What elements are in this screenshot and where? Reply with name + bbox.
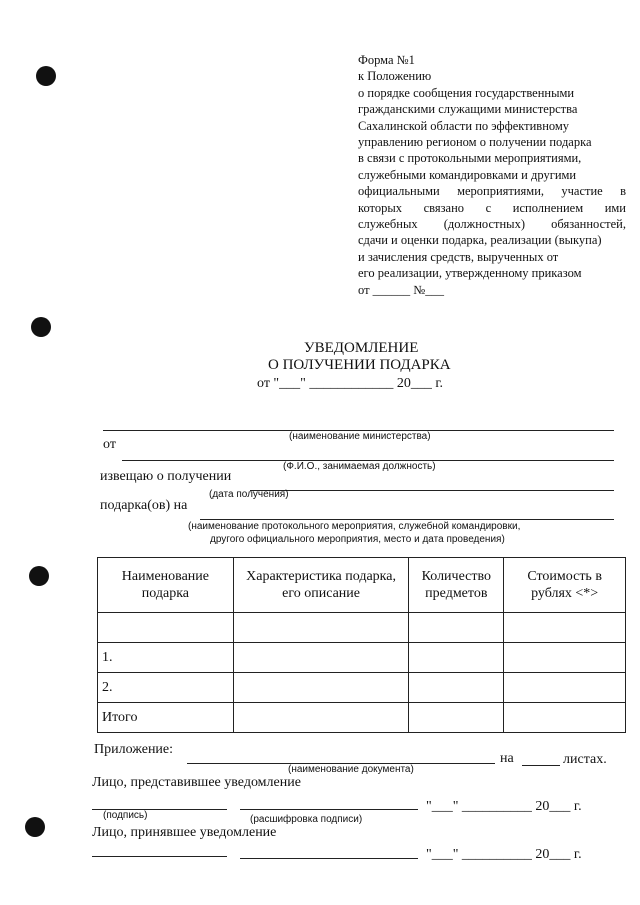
table-row (98, 673, 626, 703)
form-number: Форма №1 (358, 53, 415, 67)
attachment-caption: (наименование документа) (288, 764, 414, 775)
submitter-label: Лицо, представившее уведомление (92, 775, 301, 790)
attachment-on: на (500, 751, 514, 766)
doc-date-line: от "___" ____________ 20___ г. (257, 376, 444, 391)
submitter-date: "___" __________ 20___ г. (426, 799, 582, 814)
col-header-cost: Стоимость в рублях <*> (504, 558, 626, 613)
punch-hole-1 (36, 66, 56, 86)
header-line: которых связано с исполнением ими (358, 200, 626, 215)
gifts-table (97, 557, 626, 733)
table-cell[interactable] (233, 673, 409, 703)
header-line: в связи с протокольными мероприятиями, (358, 151, 582, 166)
receiver-label: Лицо, принявшее уведомление (92, 825, 277, 840)
table-row (98, 643, 626, 673)
from-label: от (103, 437, 116, 452)
submitter-name-field[interactable] (240, 809, 418, 810)
submitter-decode-caption: (расшифровка подписи) (250, 814, 363, 825)
receiver-signature-field[interactable] (92, 856, 227, 857)
header-line: управлению регионом о получении подарка (358, 135, 592, 150)
col-header-name: Наименование подарка (98, 558, 234, 613)
receiver-date: "___" __________ 20___ г. (426, 847, 582, 862)
header-line: его реализации, утвержденному приказом (358, 266, 582, 281)
table-cell[interactable]: 1. (98, 643, 234, 673)
event-field[interactable] (200, 519, 614, 520)
header-line: от ______ №___ (358, 282, 444, 297)
receiver-name-field[interactable] (240, 858, 418, 859)
table-cell: Итого (98, 703, 234, 733)
table-cell[interactable] (504, 613, 626, 643)
form-header (358, 52, 626, 298)
header-line: гражданскими служащими министерства (358, 102, 578, 117)
header-line: Сахалинской области по эффективному (358, 118, 570, 133)
table-row (98, 613, 626, 643)
doc-title: УВЕДОМЛЕНИЕ (304, 340, 419, 356)
receipt-date-caption: (дата получения) (209, 489, 289, 500)
doc-subtitle: О ПОЛУЧЕНИИ ПОДАРКА (268, 357, 451, 373)
header-line: и зачисления средств, вырученных от (358, 249, 559, 264)
table-cell[interactable] (409, 643, 504, 673)
table-cell[interactable] (233, 613, 409, 643)
gift-label: подарка(ов) на (100, 498, 188, 513)
table-cell[interactable] (504, 643, 626, 673)
receipt-label: извещаю о получении (100, 469, 232, 484)
header-line: к Положению (358, 69, 432, 84)
fio-caption: (Ф.И.О., занимаемая должность) (283, 461, 436, 472)
attachment-sheets: листах. (563, 752, 607, 767)
table-cell[interactable] (409, 673, 504, 703)
table-header-row (98, 558, 626, 613)
attachment-sheets-field[interactable] (522, 765, 560, 766)
table-cell[interactable] (409, 613, 504, 643)
table-cell[interactable]: 2. (98, 673, 234, 703)
header-line: официальными мероприятиями, участие в (358, 184, 626, 199)
col-header-description: Характеристика подарка, его описание (233, 558, 409, 613)
receipt-date-field[interactable] (250, 490, 614, 491)
table-cell[interactable] (504, 673, 626, 703)
table-cell[interactable] (409, 703, 504, 733)
attachment-label: Приложение: (94, 742, 174, 757)
ministry-caption: (наименование министерства) (289, 431, 431, 442)
table-cell[interactable] (233, 703, 409, 733)
event-caption-2: другого официального мероприятия, место и дата проведения) (210, 534, 505, 545)
event-caption-1: (наименование протокольного мероприятия, служебной командировки, (188, 521, 521, 532)
punch-hole-3 (29, 566, 49, 586)
table-total-row (98, 703, 626, 733)
punch-hole-2 (31, 317, 51, 337)
col-header-quantity: Количество предметов (409, 558, 504, 613)
header-line: сдачи и оценки подарка, реализации (выкупа) (358, 233, 602, 248)
table-cell[interactable] (233, 643, 409, 673)
header-line: о порядке сообщения государственными (358, 85, 575, 100)
header-line: служебных (должностных) обязанностей, (358, 217, 626, 232)
table-cell[interactable] (98, 613, 234, 643)
table-cell[interactable] (504, 703, 626, 733)
header-line: служебными командировками и другими (358, 167, 577, 182)
punch-hole-4 (25, 817, 45, 837)
submitter-sig-caption: (подпись) (103, 810, 148, 821)
